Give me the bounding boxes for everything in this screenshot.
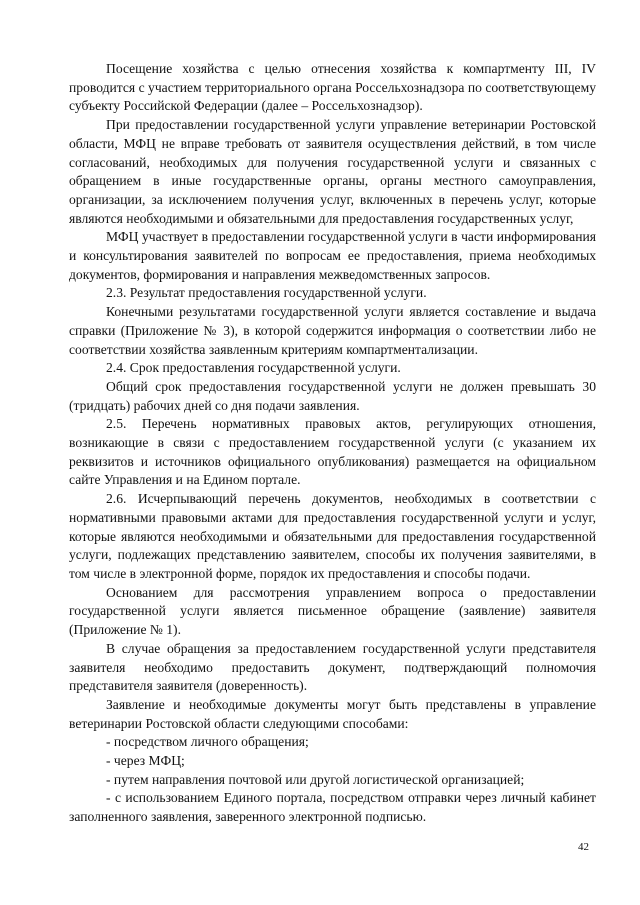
document-body: [69, 60, 596, 827]
list-item-postal: - путем направления почтовой или другой логистической организацией;: [106, 771, 525, 787]
list-item-personal: - посредством личного обращения;: [106, 734, 309, 750]
section-2-5-legal-acts: 2.5. Перечень нормативных правовых актов, регулирующих отношения, возникающие в связи с предоставлением государственной услуги (с указанием их реквизитов и источников официального опубликования) размещается на официальном сайте Управления и на Едином портале.: [69, 416, 596, 488]
paragraph-representative: В случае обращения за предоставлением государственной услуги представителя заявителя необходимо предоставить документ, подтверждающий полномочия представителя заявителя (доверенность).: [69, 640, 596, 694]
list-item-mfc: - через МФЦ;: [106, 753, 185, 769]
paragraph-basis-for-review: Основанием для рассмотрения управлением вопроса о предоставлении государственной услуги является письменное обращение (заявление) заявителя (Приложение № 1).: [69, 584, 596, 638]
section-heading-2-4: 2.4. Срок предоставления государственной услуги.: [106, 360, 401, 376]
paragraph-no-extra-requirements: При предоставлении государственной услуги управление ветеринарии Ростовской области, МФЦ не вправе требовать от заявителя осуществления действий, в том числе согласований, необходимых для получения государственной услуги и связанных с обращением в иные государственные органы, органы местного самоуправления, организации, за исключением получения услуг, включенных в перечень услуг, которые являются необходимыми и обязательными для предоставления государственных услуг,: [69, 117, 596, 226]
paragraph-service-result: Конечными результатами государственной услуги является составление и выдача справки (Приложение № 3), в которой содержится информация о соответствии либо не соответствии хозяйства заявленным критериям компартментализации.: [69, 304, 596, 357]
list-item-portal: - с использованием Единого портала, посредством отправки через личный кабинет заполненного заявления, заверенного электронной подписью.: [69, 790, 596, 825]
paragraph-mfc-participation: МФЦ участвует в предоставлении государственной услуги в части информирования и консультирования заявителей по вопросам ее предоставления, приема необходимых документов, формирования и направления межведомственных запросов.: [69, 229, 596, 282]
paragraph-submission-methods: Заявление и необходимые документы могут быть представлены в управление ветеринарии Ростовской области следующими способами:: [69, 696, 596, 731]
paragraph-compartment-visit: Посещение хозяйства с целью отнесения хозяйства к компартменту III, IV проводится с участием территориального органа Россельхознадзора по соответствующему субъекту Российской Федерации (далее – Россельхознадзор).: [69, 61, 596, 114]
page-number: 42: [578, 841, 589, 853]
section-2-6-documents: 2.6. Исчерпывающий перечень документов, необходимых в соответствии с нормативными правовыми актами для предоставления государственной услуги и услуг, которые являются необходимыми и обязательными для предоставления государственной услуги, подлежащих представлению заявителем, способы их получения заявителями, в том числе в электронной форме, порядок их предоставления и способы подачи.: [69, 491, 596, 581]
paragraph-service-term: Общий срок предоставления государственной услуги не должен превышать 30 (тридцать) рабочих дней со дня подачи заявления.: [69, 378, 596, 413]
section-heading-2-3: 2.3. Результат предоставления государственной услуги.: [106, 285, 427, 301]
